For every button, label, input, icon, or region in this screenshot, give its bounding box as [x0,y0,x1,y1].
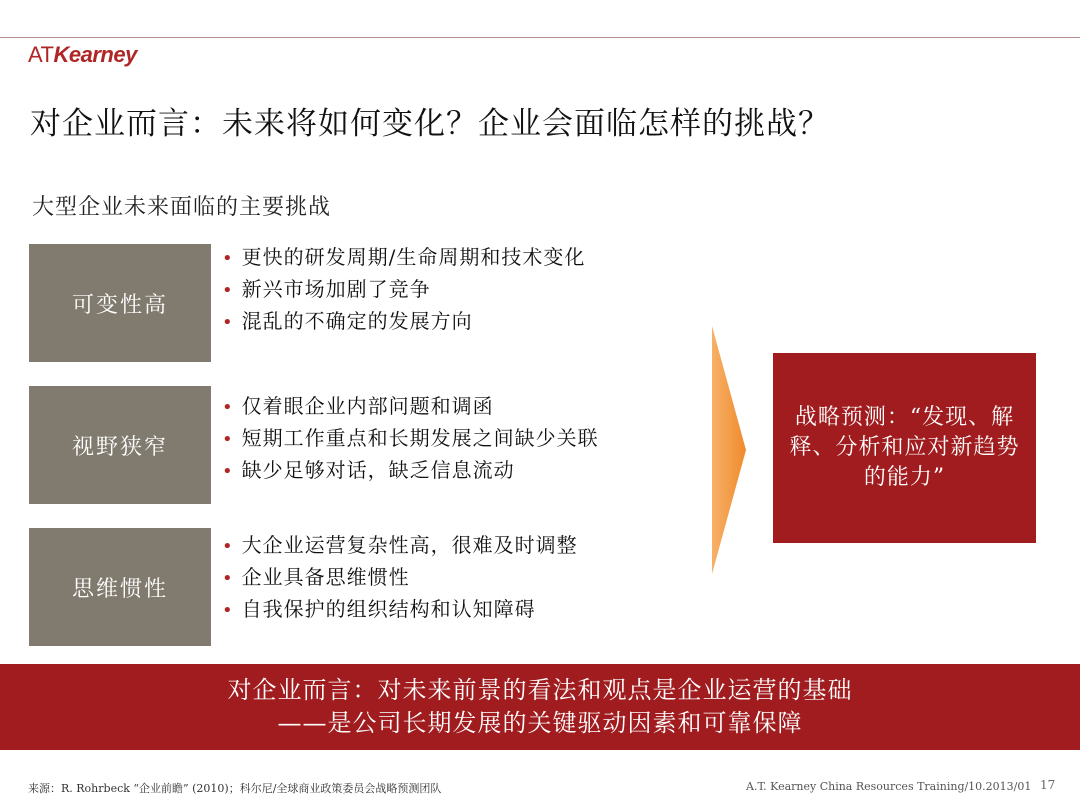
slide-title: 对企业而言：未来将如何变化？企业会面临怎样的挑战？ [30,106,830,142]
bullet-dot-icon: • [222,397,234,418]
bullet-item [222,530,702,562]
bullet-text: 仅着眼企业内部问题和调函 [241,394,494,418]
atkearney-logo [28,42,137,68]
bullet-dot-icon: • [222,600,234,621]
conclusion-banner [0,664,1080,750]
bullet-dot-icon: • [222,461,234,482]
bullet-item [222,455,702,487]
bullet-text: 企业具备思维惯性 [241,565,410,589]
section-subtitle: 大型企业未来面临的主要挑战 [32,195,332,220]
bullet-item [222,562,702,594]
bullet-list-inertia [222,530,702,626]
bullet-item [222,242,702,274]
bullet-item [222,594,702,626]
bullet-item [222,423,702,455]
bullet-dot-icon: • [222,248,234,269]
bullet-dot-icon: • [222,536,234,557]
bullet-text: 更快的研发周期/生命周期和技术变化 [241,245,586,269]
bullet-text: 短期工作重点和长期发展之间缺少关联 [241,426,599,450]
logo-prefix: AT [28,42,54,67]
category-box-inertia: 思维惯性 [29,528,211,646]
bullet-text: 缺少足够对话，缺乏信息流动 [241,458,515,482]
bullet-list-variability [222,242,702,338]
category-box-variability: 可变性高 [29,244,211,362]
category-box-narrow-vision: 视野狭窄 [29,386,211,504]
footer-training-info: A.T. Kearney China Resources Training/10.2013/01 [746,780,1032,793]
bullet-dot-icon: • [222,280,234,301]
bullet-item [222,274,702,306]
banner-line-2: ——是公司长期发展的关键驱动因素和可靠保障 [277,709,803,737]
chevron-arrow-icon [712,326,746,574]
bullet-text: 混乱的不确定的发展方向 [241,309,473,333]
bullet-item [222,391,702,423]
banner-line-1: 对企业而言：对未来前景的看法和观点是企业运营的基础 [227,676,853,704]
header-rule [0,37,1080,38]
bullet-text: 自我保护的组织结构和认知障碍 [241,597,536,621]
bullet-dot-icon: • [222,312,234,333]
footer-source: 来源：R. Rohrbeck “企业前瞻” (2010)；科尔尼/全球商业政策委员会战略预测团队 [28,782,442,795]
strategic-foresight-box: 战略预测：“发现、解释、分析和应对新趋势的能力” [773,353,1036,543]
bullet-text: 新兴市场加剧了竞争 [241,277,431,301]
bullet-item [222,306,702,338]
bullet-dot-icon: • [222,568,234,589]
bullet-dot-icon: • [222,429,234,450]
page-number: 17 [1040,778,1056,792]
bullet-text: 大企业运营复杂性高，很难及时调整 [241,533,578,557]
logo-name: Kearney [53,42,137,67]
bullet-list-narrow-vision [222,391,702,487]
